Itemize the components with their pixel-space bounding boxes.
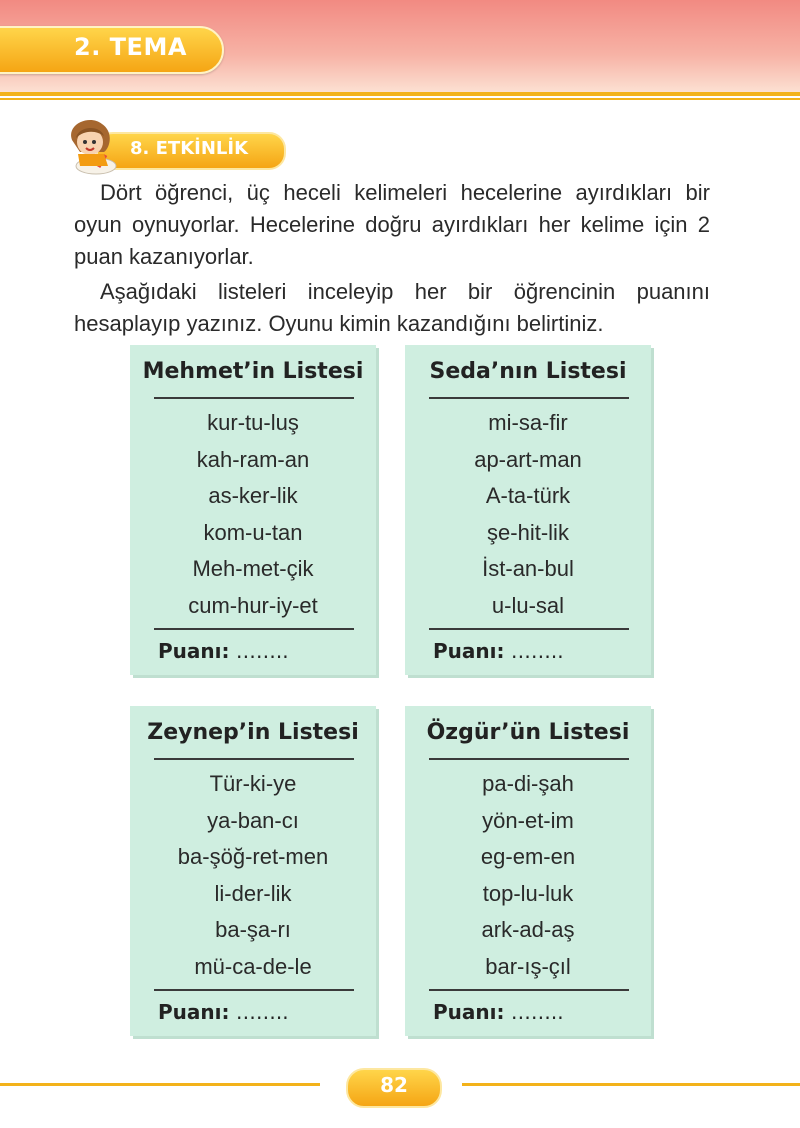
list-item: mi-sa-fir: [488, 410, 568, 435]
header-rule: [0, 92, 800, 96]
instruction-paragraph-1: Dört öğrenci, üç heceli kelimeleri hecelerine ayırdıkları bir oyun oynuyorlar. Hecelerine doğru ayırdıkları her kelime için 2 puan kazanıyorlar.: [74, 180, 710, 269]
score-label: Puanı:: [433, 639, 505, 663]
score-divider: [154, 989, 354, 991]
theme-label: 2. TEMA: [74, 33, 187, 61]
list-item: kah-ram-an: [196, 446, 310, 472]
footer-rule-left: [0, 1083, 320, 1086]
girl-writing-icon: [60, 114, 124, 178]
list-item: kom-u-tan: [203, 519, 303, 545]
instruction-paragraph-2: Aşağıdaki listeleri inceleyip her bir öğrencinin puanını hesaplayıp yazınız. Oyunu kimin kazandığını belirtiniz.: [74, 279, 710, 336]
list-item: Tür-ki-ye: [209, 771, 297, 796]
list-title: Seda’nın Listesi: [429, 359, 627, 384]
footer-rule-right: [462, 1083, 800, 1086]
activity-label: 8. ETKİNLİK: [130, 138, 249, 159]
list-item: A-ta-türk: [485, 483, 571, 508]
list-card-zeynep: [130, 706, 376, 1036]
score-blank: ……..: [510, 1000, 564, 1024]
page-number: 82: [380, 1073, 408, 1097]
score-line: [433, 639, 564, 663]
title-underline: [429, 758, 629, 760]
list-item: İst-an-bul: [482, 556, 574, 581]
list-item: pa-di-şah: [482, 771, 574, 796]
score-divider: [429, 628, 629, 630]
list-title: Özgür’ün Listesi: [426, 720, 630, 745]
title-underline: [154, 758, 354, 760]
score-blank: ……..: [510, 639, 564, 663]
score-label: Puanı:: [158, 639, 230, 663]
list-title: Mehmet’in Listesi: [142, 359, 364, 384]
list-item: mü-ca-de-le: [194, 953, 312, 979]
list-item: ba-şöğ-ret-men: [177, 844, 329, 869]
list-item: top-lu-luk: [482, 880, 574, 906]
word-list: [130, 405, 376, 624]
list-item: as-ker-lik: [208, 483, 298, 508]
header-rule-thin: [0, 98, 800, 100]
list-card-ozgur: [405, 706, 651, 1036]
score-line: [158, 1000, 289, 1024]
list-item: kur-tu-luş: [207, 410, 299, 435]
list-item: şe-hit-lik: [487, 519, 569, 545]
score-blank: ……..: [235, 639, 289, 663]
list-item: ark-ad-aş: [481, 917, 575, 942]
title-underline: [429, 397, 629, 399]
score-label: Puanı:: [433, 1000, 505, 1024]
score-blank: ……..: [235, 1000, 289, 1024]
list-card-seda: [405, 345, 651, 675]
score-label: Puanı:: [158, 1000, 230, 1024]
score-divider: [429, 989, 629, 991]
word-list: [405, 766, 651, 985]
list-item: ya-ban-cı: [207, 807, 299, 833]
list-item: li-der-lik: [214, 880, 292, 906]
list-item: Meh-met-çik: [192, 556, 314, 581]
score-divider: [154, 628, 354, 630]
list-card-mehmet: [130, 345, 376, 675]
list-item: u-lu-sal: [491, 592, 565, 618]
list-item: ba-şa-rı: [215, 917, 291, 942]
score-line: [433, 1000, 564, 1024]
list-item: eg-em-en: [480, 844, 576, 869]
list-item: yön-et-im: [482, 807, 574, 833]
list-item: ap-art-man: [474, 446, 582, 472]
word-list: [405, 405, 651, 624]
title-underline: [154, 397, 354, 399]
score-line: [158, 639, 289, 663]
list-title: Zeynep’in Listesi: [147, 720, 359, 745]
list-item: cum-hur-iy-et: [188, 592, 318, 618]
list-item: bar-ış-çıl: [485, 953, 571, 979]
word-list: [130, 766, 376, 985]
